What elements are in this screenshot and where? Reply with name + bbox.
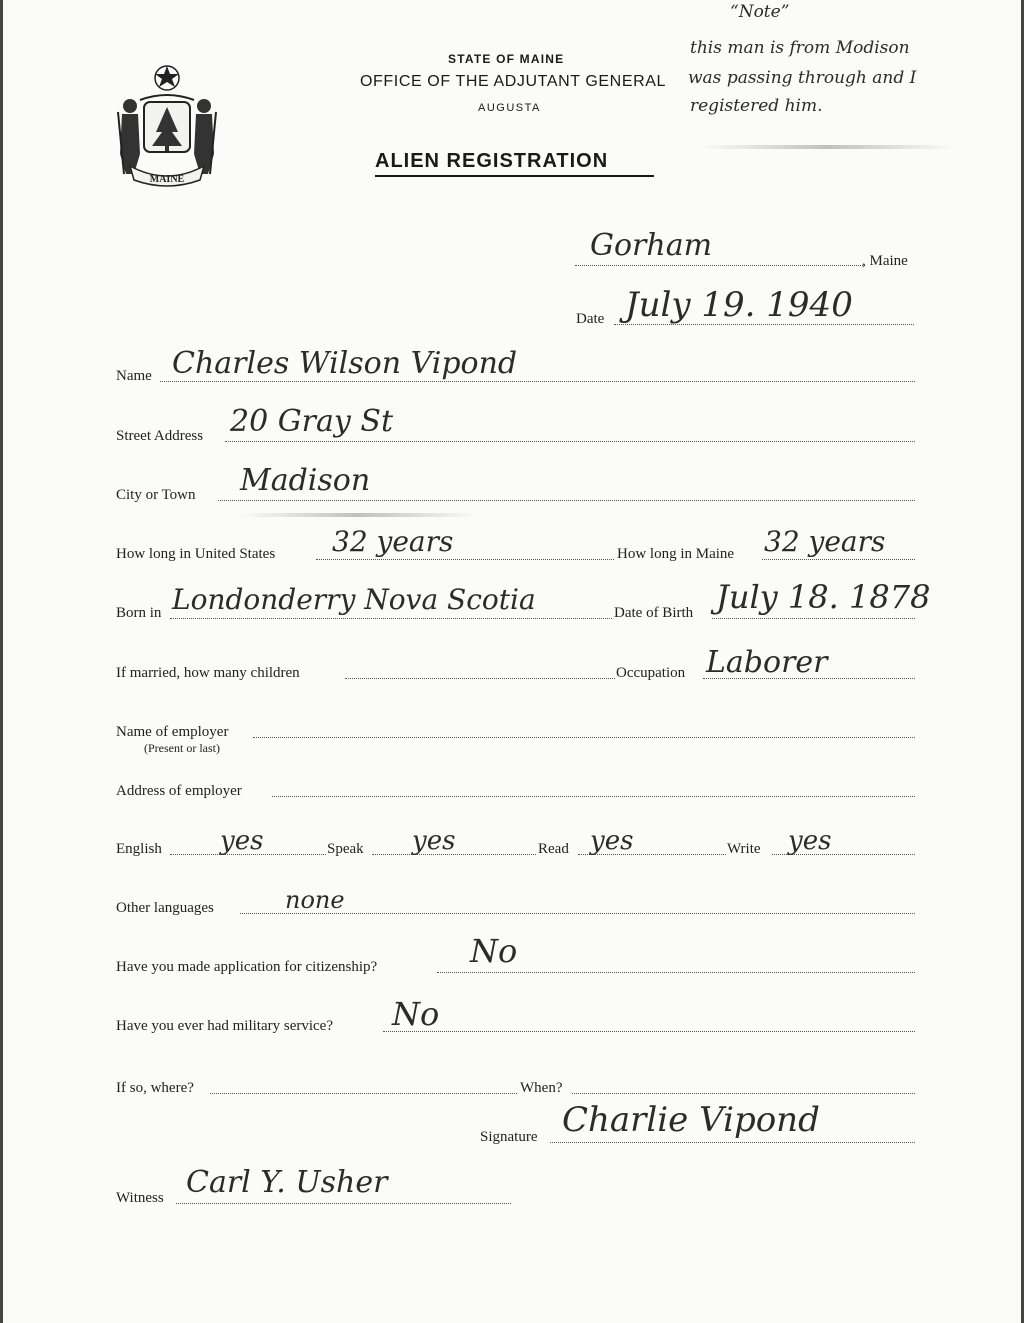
english-value: yes [220, 826, 264, 856]
signature-label: Signature [480, 1129, 538, 1145]
when-label: When? [520, 1080, 563, 1096]
us-duration-value: 32 years [332, 525, 454, 558]
employer-address-line [272, 796, 915, 797]
witness-line [176, 1203, 511, 1204]
seal-banner: MAINE [149, 174, 185, 185]
maine-state-seal-icon [110, 62, 225, 192]
when-line [572, 1093, 915, 1094]
read-value: yes [590, 826, 634, 856]
witness-label: Witness [116, 1190, 164, 1206]
city-label: City or Town [116, 487, 196, 503]
city-value: Madison [240, 463, 371, 498]
english-label: English [116, 841, 162, 857]
where-line [210, 1093, 517, 1094]
citizenship-value: No [470, 932, 518, 970]
children-line [345, 678, 615, 679]
margin-note-line: was passing through and I [688, 68, 917, 88]
scan-edge-left [0, 0, 3, 1323]
birthplace-label: Born in [116, 605, 162, 621]
other-languages-label: Other languages [116, 900, 214, 916]
maine-duration-line [762, 559, 915, 560]
street-line [225, 441, 915, 442]
where-label: If so, where? [116, 1080, 194, 1096]
us-duration-label: How long in United States [116, 546, 276, 562]
children-label: If married, how many children [116, 665, 300, 681]
name-label: Name [116, 368, 152, 384]
street-label: Street Address [116, 428, 204, 444]
speak-label: Speak [327, 841, 364, 857]
birthplace-value: Londonderry Nova Scotia [172, 583, 536, 616]
place-suffix: , Maine [862, 253, 908, 269]
date-label: Date [576, 311, 605, 327]
read-label: Read [538, 841, 569, 857]
speak-value: yes [412, 826, 456, 856]
ink-smear [238, 513, 478, 517]
birthplace-line [170, 618, 612, 619]
state-heading: STATE OF MAINE [448, 52, 565, 66]
military-line [383, 1031, 915, 1032]
date-value: July 19. 1940 [625, 285, 853, 325]
place-line [575, 265, 865, 266]
city-heading: AUGUSTA [478, 102, 541, 114]
employer-line [253, 737, 915, 738]
margin-note-line: this man is from Modison [690, 38, 910, 58]
witness-value: Carl Y. Usher [186, 1165, 388, 1200]
other-languages-value: none [285, 886, 345, 914]
employer-sublabel: (Present or last) [144, 741, 220, 755]
title-underline [375, 175, 654, 177]
write-label: Write [727, 841, 761, 857]
citizenship-line [437, 972, 915, 973]
birthdate-label: Date of Birth [614, 605, 694, 621]
employer-label: Name of employer [116, 724, 229, 740]
us-duration-line [316, 559, 614, 560]
birthdate-value: July 18. 1878 [716, 578, 931, 616]
occupation-value: Laborer [706, 645, 828, 680]
employer-address-label: Address of employer [116, 783, 242, 799]
maine-duration-value: 32 years [764, 525, 886, 558]
citizenship-label: Have you made application for citizenship? [116, 959, 378, 975]
birthdate-line [712, 618, 915, 619]
name-value: Charles Wilson Vipond [172, 346, 518, 381]
military-label: Have you ever had military service? [116, 1018, 333, 1034]
signature-value: Charlie Vipond [562, 1100, 820, 1140]
ink-smear [700, 145, 955, 149]
place-value: Gorham [590, 228, 713, 263]
form-title: ALIEN REGISTRATION [375, 150, 609, 172]
margin-note-heading: “Note” [730, 2, 790, 22]
occupation-label: Occupation [616, 665, 686, 681]
write-value: yes [788, 826, 832, 856]
margin-note-line: registered him. [690, 96, 823, 116]
office-heading: OFFICE OF THE ADJUTANT GENERAL [360, 73, 667, 90]
military-value: No [392, 995, 440, 1033]
street-value: 20 Gray St [230, 404, 393, 439]
maine-duration-label: How long in Maine [617, 546, 735, 562]
signature-line [550, 1142, 915, 1143]
city-line [218, 500, 915, 501]
name-line [160, 381, 915, 382]
